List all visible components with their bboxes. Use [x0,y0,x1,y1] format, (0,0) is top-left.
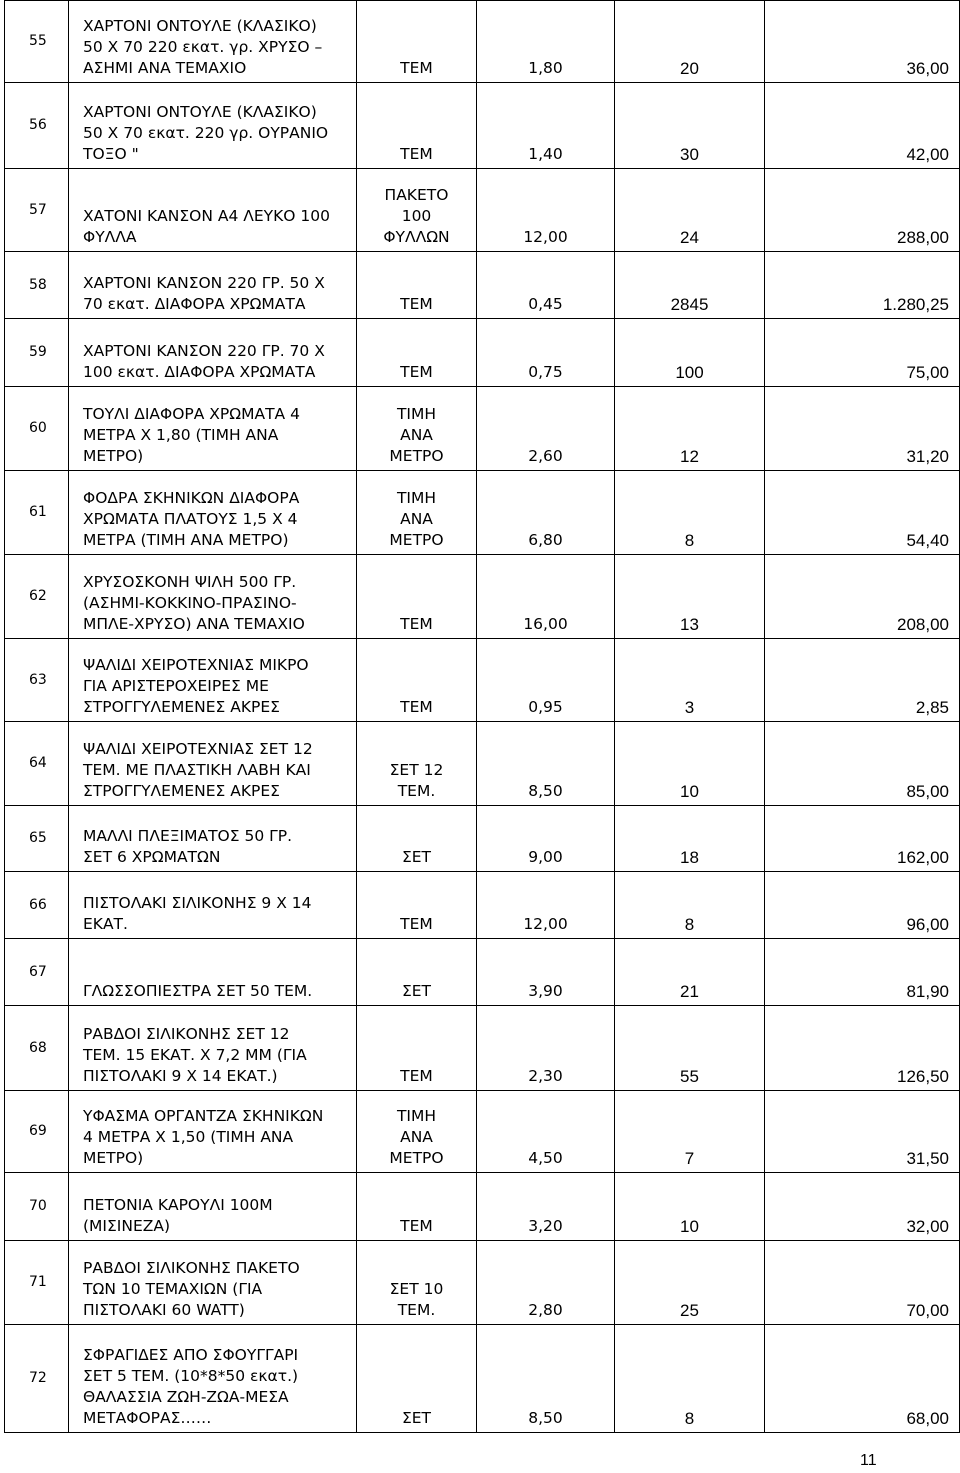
item-unit-price: 16,00 [477,555,615,639]
table-row [5,1,960,83]
table-row [5,1006,960,1091]
row-number: 62 [5,555,69,639]
item-unit-price: 3,90 [477,939,615,1006]
item-unit: ΣΕΤ 10 ΤΕΜ. [357,1241,477,1325]
item-description: ΡΑΒΔΟΙ ΣΙΛΙΚΟΝΗΣ ΠΑΚΕΤΟ ΤΩΝ 10 ΤΕΜΑΧΙΩΝ (ΓΙΑ ΠΙΣΤΟΛΑΚΙ 60 WATT) [69,1241,357,1325]
item-description: ΧΑΤΟΝΙ ΚΑΝΣΟΝ Α4 ΛΕΥΚΟ 100 ΦΥΛΛΑ [69,169,357,252]
item-quantity: 10 [615,722,765,806]
table-row [5,722,960,806]
item-description: ΤΟΥΛΙ ΔΙΑΦΟΡΑ ΧΡΩΜΑΤΑ 4 ΜΕΤΡΑ Χ 1,80 (ΤΙΜΗ ΑΝΑ ΜΕΤΡΟ) [69,387,357,471]
item-description: ΧΡΥΣΟΣΚΟΝΗ ΨΙΛΗ 500 ΓΡ. (ΑΣΗΜΙ-ΚΟΚΚΙΝΟ-ΠΡΑΣΙΝΟ- ΜΠΛΕ-ΧΡΥΣΟ) ΑΝΑ ΤΕΜΑΧΙΟ [69,555,357,639]
item-description: ΧΑΡΤΟΝΙ ΚΑΝΣΟΝ 220 ΓΡ. 50 Χ 70 εκατ. ΔΙΑΦΟΡΑ ΧΡΩΜΑΤΑ [69,252,357,319]
row-number: 59 [5,319,69,387]
item-unit-price: 12,00 [477,169,615,252]
item-unit: ΤΕΜ [357,555,477,639]
item-quantity: 18 [615,806,765,872]
table-row [5,1241,960,1325]
item-unit-price: 8,50 [477,1325,615,1433]
item-unit-price: 0,95 [477,639,615,722]
item-description: ΠΙΣΤΟΛΑΚΙ ΣΙΛΙΚΟΝΗΣ 9 Χ 14 ΕΚΑΤ. [69,872,357,939]
row-number: 56 [5,83,69,169]
item-quantity: 7 [615,1091,765,1173]
table-row [5,872,960,939]
item-unit-price: 2,30 [477,1006,615,1091]
table-row [5,471,960,555]
item-unit: ΣΕΤ [357,939,477,1006]
row-number: 64 [5,722,69,806]
item-unit: ΤΕΜ [357,319,477,387]
item-total: 70,00 [765,1241,960,1325]
item-unit-price: 2,60 [477,387,615,471]
item-unit: ΤΕΜ [357,252,477,319]
row-number: 60 [5,387,69,471]
item-description: ΣΦΡΑΓΙΔΕΣ ΑΠΟ ΣΦΟΥΓΓΑΡΙ ΣΕΤ 5 ΤΕΜ. (10*8*50 εκατ.) ΘΑΛΑΣΣΙΑ ΖΩΗ-ΖΩΑ-ΜΕΣΑ ΜΕΤΑΦΟΡΑΣ…… [69,1325,357,1433]
item-unit: ΣΕΤ 12 ΤΕΜ. [357,722,477,806]
item-unit-price: 4,50 [477,1091,615,1173]
item-unit-price: 1,40 [477,83,615,169]
item-unit: ΤΕΜ [357,1,477,83]
table-row [5,319,960,387]
table-row [5,169,960,252]
page-number: 11 [860,1452,877,1469]
row-number: 57 [5,169,69,252]
item-total: 42,00 [765,83,960,169]
table-row [5,1091,960,1173]
item-quantity: 55 [615,1006,765,1091]
item-quantity: 25 [615,1241,765,1325]
item-unit: ΤΕΜ [357,639,477,722]
item-description: ΨΑΛΙΔΙ ΧΕΙΡΟΤΕΧΝΙΑΣ ΜΙΚΡΟ ΓΙΑ ΑΡΙΣΤΕΡΟΧΕΙΡΕΣ ΜΕ ΣΤΡΟΓΓΥΛΕΜΕΝΕΣ ΑΚΡΕΣ [69,639,357,722]
item-unit: ΠΑΚΕΤΟ 100 ΦΥΛΛΩΝ [357,169,477,252]
item-total: 75,00 [765,319,960,387]
table-row [5,83,960,169]
item-description: ΧΑΡΤΟΝΙ ΟΝΤΟΥΛΕ (ΚΛΑΣΙΚΟ) 50 Χ 70 εκατ. 220 γρ. ΟΥΡΑΝΙΟ ΤΟΞΟ " [69,83,357,169]
table-row [5,639,960,722]
item-total: 85,00 [765,722,960,806]
item-quantity: 20 [615,1,765,83]
item-total: 31,50 [765,1091,960,1173]
table-row [5,1325,960,1433]
item-description: ΧΑΡΤΟΝΙ ΟΝΤΟΥΛΕ (ΚΛΑΣΙΚΟ) 50 Χ 70 220 εκατ. γρ. ΧΡΥΣΟ – ΑΣΗΜΙ ΑΝΑ ΤΕΜΑΧΙΟ [69,1,357,83]
row-number: 58 [5,252,69,319]
item-total: 162,00 [765,806,960,872]
item-total: 126,50 [765,1006,960,1091]
item-total: 54,40 [765,471,960,555]
item-unit: ΤΙΜΗ ΑΝΑ ΜΕΤΡΟ [357,387,477,471]
item-unit-price: 1,80 [477,1,615,83]
row-number: 55 [5,1,69,83]
row-number: 68 [5,1006,69,1091]
item-unit-price: 0,45 [477,252,615,319]
row-number: 69 [5,1091,69,1173]
item-unit-price: 2,80 [477,1241,615,1325]
row-number: 65 [5,806,69,872]
item-unit-price: 8,50 [477,722,615,806]
item-unit-price: 0,75 [477,319,615,387]
item-quantity: 100 [615,319,765,387]
item-quantity: 8 [615,471,765,555]
item-quantity: 30 [615,83,765,169]
table-row [5,252,960,319]
row-number: 72 [5,1325,69,1433]
item-total: 208,00 [765,555,960,639]
item-unit: ΤΕΜ [357,1006,477,1091]
item-quantity: 3 [615,639,765,722]
row-number: 63 [5,639,69,722]
items-table [4,0,960,1433]
item-unit-price: 12,00 [477,872,615,939]
item-description: ΜΑΛΛΙ ΠΛΕΞΙΜΑΤΟΣ 50 ΓΡ. ΣΕΤ 6 ΧΡΩΜΑΤΩΝ [69,806,357,872]
item-unit: ΤΙΜΗ ΑΝΑ ΜΕΤΡΟ [357,1091,477,1173]
table-row [5,1173,960,1241]
item-total: 1.280,25 [765,252,960,319]
item-quantity: 13 [615,555,765,639]
item-description: ΓΛΩΣΣΟΠΙΕΣΤΡΑ ΣΕΤ 50 ΤΕΜ. [69,939,357,1006]
table-row [5,939,960,1006]
item-quantity: 8 [615,1325,765,1433]
row-number: 67 [5,939,69,1006]
item-quantity: 24 [615,169,765,252]
item-unit: ΤΕΜ [357,872,477,939]
item-unit-price: 6,80 [477,471,615,555]
row-number: 66 [5,872,69,939]
item-total: 68,00 [765,1325,960,1433]
item-total: 31,20 [765,387,960,471]
item-unit-price: 3,20 [477,1173,615,1241]
item-total: 288,00 [765,169,960,252]
item-description: ΠΕΤΟΝΙΑ ΚΑΡΟΥΛΙ 100Μ (ΜΙΣΙΝΕΖΑ) [69,1173,357,1241]
row-number: 61 [5,471,69,555]
item-unit: ΤΕΜ [357,1173,477,1241]
item-description: ΦΟΔΡΑ ΣΚΗΝΙΚΩΝ ΔΙΑΦΟΡΑ ΧΡΩΜΑΤΑ ΠΛΑΤΟΥΣ 1,5 Χ 4 ΜΕΤΡΑ (ΤΙΜΗ ΑΝΑ ΜΕΤΡΟ) [69,471,357,555]
item-description: ΡΑΒΔΟΙ ΣΙΛΙΚΟΝΗΣ ΣΕΤ 12 ΤΕΜ. 15 ΕΚΑΤ. Χ 7,2 ΜΜ (ΓΙΑ ΠΙΣΤΟΛΑΚΙ 9 Χ 14 ΕΚΑΤ.) [69,1006,357,1091]
item-quantity: 2845 [615,252,765,319]
item-quantity: 10 [615,1173,765,1241]
item-total: 2,85 [765,639,960,722]
table-row [5,555,960,639]
item-description: ΧΑΡΤΟΝΙ ΚΑΝΣΟΝ 220 ΓΡ. 70 Χ 100 εκατ. ΔΙΑΦΟΡΑ ΧΡΩΜΑΤΑ [69,319,357,387]
item-unit: ΤΕΜ [357,83,477,169]
item-unit-price: 9,00 [477,806,615,872]
items-table-body [5,1,960,1433]
item-total: 36,00 [765,1,960,83]
item-quantity: 12 [615,387,765,471]
item-description: ΥΦΑΣΜΑ ΟΡΓΑΝΤΖΑ ΣΚΗΝΙΚΩΝ 4 ΜΕΤΡΑ Χ 1,50 (ΤΙΜΗ ΑΝΑ ΜΕΤΡΟ) [69,1091,357,1173]
item-total: 96,00 [765,872,960,939]
table-row [5,806,960,872]
item-unit: ΤΙΜΗ ΑΝΑ ΜΕΤΡΟ [357,471,477,555]
row-number: 70 [5,1173,69,1241]
item-total: 81,90 [765,939,960,1006]
table-row [5,387,960,471]
item-description: ΨΑΛΙΔΙ ΧΕΙΡΟΤΕΧΝΙΑΣ ΣΕΤ 12 ΤΕΜ. ΜΕ ΠΛΑΣΤΙΚΗ ΛΑΒΗ ΚΑΙ ΣΤΡΟΓΓΥΛΕΜΕΝΕΣ ΑΚΡΕΣ [69,722,357,806]
row-number: 71 [5,1241,69,1325]
item-quantity: 21 [615,939,765,1006]
item-unit: ΣΕΤ [357,806,477,872]
item-unit: ΣΕΤ [357,1325,477,1433]
item-quantity: 8 [615,872,765,939]
item-total: 32,00 [765,1173,960,1241]
